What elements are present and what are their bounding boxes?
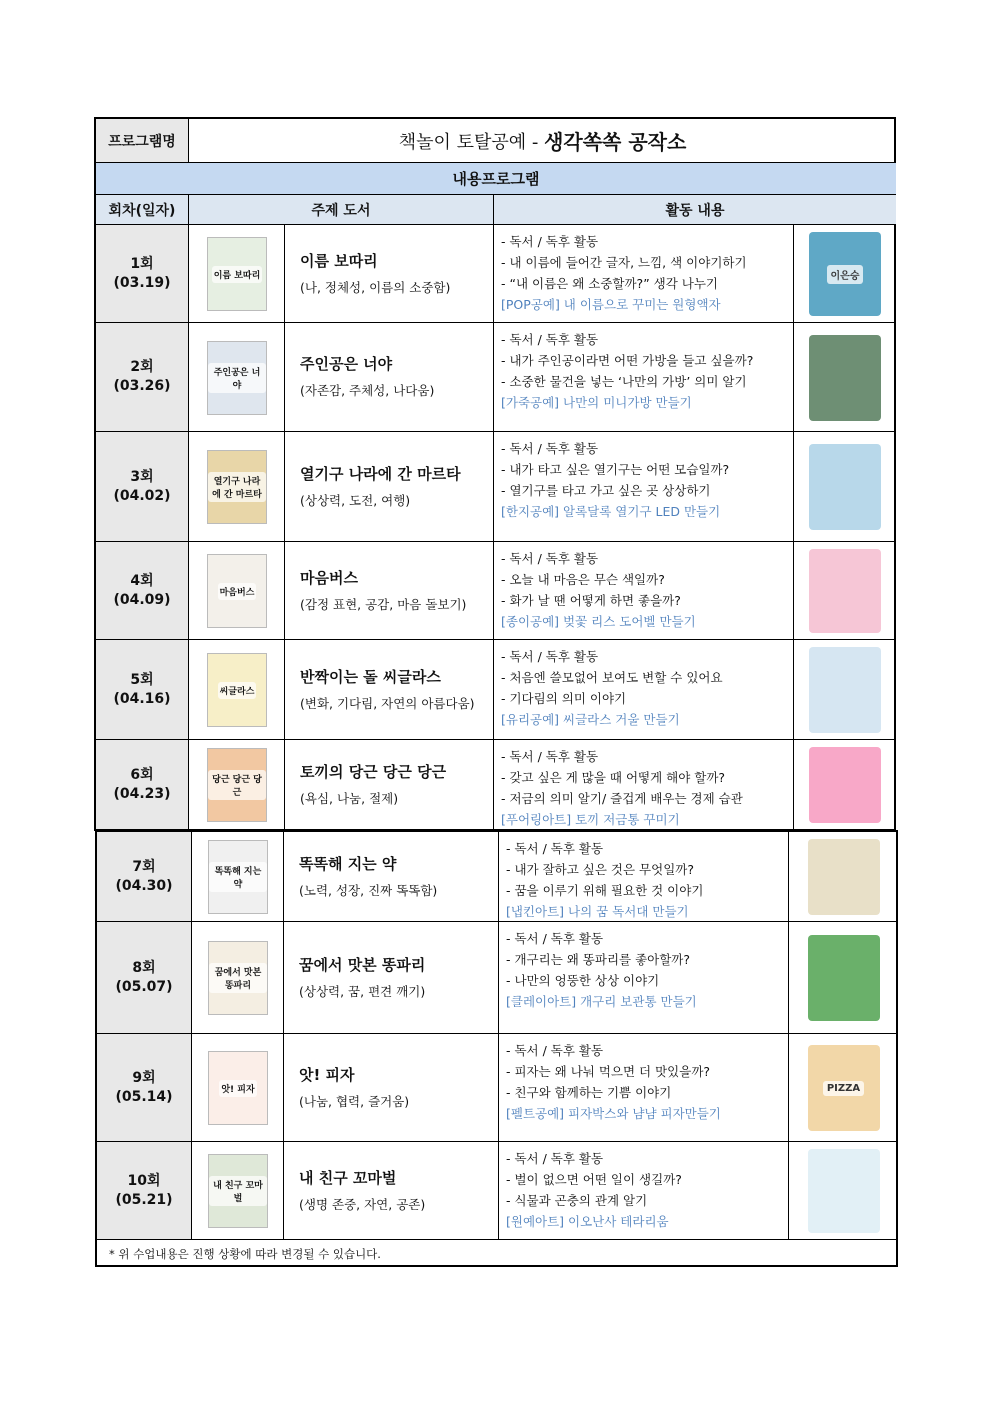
activity-line: - 독서 / 독후 활동: [506, 1043, 604, 1058]
book-cover-caption: 똑똑해 지는 약: [209, 862, 267, 892]
activity-line: - 식물과 곤충의 관계 알기: [506, 1193, 648, 1208]
craft-photo-cell: [794, 542, 896, 640]
activity-cell: [494, 542, 794, 640]
craft-activity: [유리공예] 씨글라스 거울 만들기: [501, 712, 680, 727]
craft-photo: [809, 747, 881, 823]
col-book-header: 주제 도서: [189, 195, 494, 225]
activity-line: - 독서 / 독후 활동: [506, 931, 604, 946]
book-tags: (욕심, 나눔, 절제): [300, 790, 399, 806]
book-title: 꿈에서 맛본 똥파리: [299, 955, 426, 974]
activity-cell: [499, 922, 789, 1034]
book-info-cell: [285, 542, 494, 640]
session-cell: [96, 740, 189, 830]
activity-line: - 내가 타고 싶은 열기구는 어떤 모습일까?: [501, 462, 730, 477]
activity-line: - 독서 / 독후 활동: [501, 441, 599, 456]
session-cell: [96, 432, 189, 542]
activity-line: - 개구리는 왜 똥파리를 좋아할까?: [506, 952, 691, 967]
book-cover-image: [207, 237, 267, 311]
footer-note: * 위 수업내용은 진행 상황에 따라 변경될 수 있습니다.: [109, 1246, 381, 1261]
book-tags: (나, 정체성, 이름의 소중함): [300, 279, 451, 295]
session-date: (03.26): [113, 378, 171, 394]
activity-cell: [499, 832, 789, 922]
activity-cell: [494, 225, 794, 323]
craft-photo-cell: [789, 1142, 898, 1240]
craft-activity: [POP공예] 내 이름으로 꾸미는 원형액자: [501, 297, 721, 312]
book-info-cell: [285, 432, 494, 542]
book-cover-caption: 내 친구 꼬마벌: [209, 1176, 267, 1206]
book-cover-image: [207, 450, 267, 524]
activity-line: - 독서 / 독후 활동: [501, 551, 599, 566]
craft-photo-cell: [789, 1034, 898, 1142]
book-cover-image: [207, 554, 267, 628]
activity-line: - 기다림의 의미 이야기: [501, 691, 627, 706]
activity-line: - 소중한 물건을 넣는 ‘나만의 가방’ 의미 알기: [501, 374, 747, 389]
book-tags: (상상력, 도전, 여행): [300, 492, 411, 508]
book-cover-cell: [189, 432, 285, 542]
session-date: (04.16): [113, 690, 171, 707]
activity-line: - 꿈을 이루기 위해 필요한 것 이야기: [506, 883, 704, 898]
book-title: 주인공은 너야: [300, 355, 393, 373]
craft-photo: [809, 232, 881, 316]
book-title: 마음버스: [300, 568, 358, 587]
book-cover-cell: [192, 1142, 284, 1240]
book-cover-cell: [189, 225, 285, 323]
book-title: 내 친구 꼬마벌: [299, 1168, 397, 1187]
craft-photo-cell: [794, 432, 896, 542]
session-date: (05.14): [115, 1088, 173, 1105]
book-cover-cell: [189, 542, 285, 640]
session-cell: [97, 922, 192, 1034]
program-name-label: 프로그램명: [96, 119, 189, 163]
activity-line: - 피자는 왜 나눠 먹으면 더 맛있을까?: [506, 1064, 711, 1079]
session-date: (04.09): [113, 591, 171, 608]
book-cover-caption: 열기구 나라에 간 마르타: [208, 472, 266, 502]
book-cover-caption: 꿈에서 맛본 똥파리: [209, 963, 267, 993]
book-title: 열기구 나라에 간 마르타: [300, 464, 461, 483]
book-title: 토끼의 당근 당근 당근: [300, 762, 447, 781]
session-date: (04.02): [113, 487, 171, 504]
activity-cell: [494, 432, 794, 542]
book-tags: (노력, 성장, 진짜 똑똑함): [299, 882, 438, 898]
activity-line: - 독서 / 독후 활동: [501, 649, 599, 664]
book-info-cell: [284, 1142, 499, 1240]
book-cover-image: [207, 653, 267, 727]
craft-photo: [809, 444, 881, 530]
book-cover-cell: [192, 1034, 284, 1142]
session-date: (03.19): [113, 274, 171, 291]
session-date: (05.07): [115, 978, 173, 995]
craft-photo-cell: [794, 640, 896, 740]
book-cover-image: [208, 941, 268, 1015]
activity-line: - 독서 / 독후 활동: [506, 841, 604, 856]
book-cover-cell: [192, 832, 284, 922]
craft-activity: [종이공예] 벚꽃 리스 도어벨 만들기: [501, 614, 696, 629]
book-title: 앗! 피자: [299, 1065, 355, 1084]
craft-photo-cell: [789, 832, 898, 922]
session-cell: [96, 542, 189, 640]
book-cover-image: [207, 748, 267, 822]
book-title: 반짝이는 돌 씨글라스: [300, 667, 441, 686]
book-title: 똑똑해 지는 약: [299, 854, 397, 873]
session-date: (04.23): [113, 785, 171, 802]
activity-line: - 친구와 함께하는 기쁨 이야기: [506, 1085, 672, 1100]
craft-photo: [808, 935, 880, 1021]
book-info-cell: [284, 1034, 499, 1142]
craft-photo-cell: [789, 922, 898, 1034]
craft-photo: [809, 549, 881, 633]
session-date: (05.21): [115, 1191, 173, 1208]
activity-cell: [494, 640, 794, 740]
book-info-cell: [285, 740, 494, 830]
activity-cell: [499, 1034, 789, 1142]
book-info-cell: [285, 225, 494, 323]
session-number: 3회: [130, 468, 154, 485]
craft-photo-cell: [794, 225, 896, 323]
session-cell: [96, 640, 189, 740]
craft-photo: [808, 1149, 880, 1233]
book-cover-image: [208, 840, 268, 914]
activity-line: - 독서 / 독후 활동: [506, 1151, 604, 1166]
book-cover-caption: 이름 보따리: [212, 266, 263, 283]
session-number: 7회: [132, 858, 156, 875]
book-cover-caption: 앗! 피자: [219, 1080, 256, 1097]
session-number: 1회: [130, 255, 154, 272]
activity-line: - 벌이 없으면 어떤 일이 생길까?: [506, 1172, 682, 1187]
session-number: 2회: [130, 359, 154, 375]
activity-line: - 열기구를 타고 가고 싶은 곳 상상하기: [501, 483, 711, 498]
book-cover-image: [208, 1154, 268, 1228]
book-cover-cell: [192, 922, 284, 1034]
program-title-main: 생각쏙쏙 공작소: [544, 130, 687, 154]
craft-photo: [809, 335, 881, 421]
craft-activity: [푸어링아트] 토끼 저금통 꾸미기: [501, 812, 680, 827]
book-cover-cell: [189, 740, 285, 830]
session-number: 4회: [130, 572, 154, 589]
book-title: 이름 보따리: [300, 251, 378, 270]
book-tags: (나눔, 협력, 즐거움): [299, 1093, 410, 1109]
craft-activity: [한지공예] 알록달록 열기구 LED 만들기: [501, 504, 721, 519]
book-cover-cell: [189, 640, 285, 740]
section-title: 내용프로그램: [96, 163, 896, 195]
session-number: 10회: [127, 1172, 161, 1189]
program-table-bottom: [95, 830, 898, 1267]
craft-photo: [808, 839, 880, 915]
activity-line: - 처음엔 쓸모없어 보여도 변할 수 있어요: [501, 670, 723, 685]
craft-photo-text: 이은승: [827, 265, 864, 284]
session-cell: [96, 323, 189, 432]
book-tags: (상상력, 꿈, 편견 깨기): [299, 983, 426, 999]
book-cover-caption: 마음버스: [218, 583, 257, 600]
book-info-cell: [284, 832, 499, 922]
activity-line: - 내가 잘하고 싶은 것은 무엇일까?: [506, 862, 694, 877]
activity-line: - 독서 / 독후 활동: [501, 332, 599, 347]
session-cell: [97, 1034, 192, 1142]
session-number: 5회: [130, 671, 154, 688]
craft-activity: [클레이아트] 개구리 보관통 만들기: [506, 994, 697, 1009]
craft-photo: [808, 1045, 880, 1131]
craft-activity: [가죽공예] 나만의 미니가방 만들기: [501, 395, 692, 410]
activity-line: - 저금의 의미 알기/ 즐겁게 배우는 경제 습관: [501, 791, 743, 806]
session-number: 8회: [132, 959, 156, 976]
activity-line: - 내 이름에 들어간 글자, 느낌, 색 이야기하기: [501, 255, 747, 270]
book-cover-image: [207, 341, 267, 415]
craft-activity: [냅킨아트] 나의 꿈 독서대 만들기: [506, 904, 689, 919]
session-number: 9회: [132, 1069, 156, 1086]
craft-photo-cell: [794, 323, 896, 432]
activity-line: - 내가 주인공이라면 어떤 가방을 들고 싶을까?: [501, 353, 754, 368]
book-tags: (자존감, 주체성, 나다움): [300, 383, 435, 398]
program-table-top: [94, 117, 896, 831]
craft-photo: [809, 647, 881, 733]
col-activity-header: 활동 내용: [494, 195, 896, 225]
craft-activity: [펠트공예] 피자박스와 냠냠 피자만들기: [506, 1106, 721, 1121]
book-info-cell: [285, 323, 494, 432]
craft-photo-cell: [794, 740, 896, 830]
program-title-prefix: 책놀이 토탈공예 -: [398, 131, 545, 153]
session-cell: [97, 1142, 192, 1240]
book-tags: (감정 표현, 공감, 마음 돌보기): [300, 596, 467, 612]
activity-line: - 갖고 싶은 게 많을 때 어떻게 해야 할까?: [501, 770, 726, 785]
book-cover-caption: 당근 당근 당근: [208, 770, 266, 800]
program-title: [189, 119, 896, 163]
book-cover-cell: [189, 323, 285, 432]
book-cover-image: [208, 1051, 268, 1125]
session-number: 6회: [130, 766, 154, 783]
session-cell: [97, 832, 192, 922]
session-date: (04.30): [115, 877, 173, 894]
activity-cell: [499, 1142, 789, 1240]
activity-line: - 화가 날 땐 어떻게 하면 좋을까?: [501, 593, 681, 608]
activity-cell: [494, 740, 794, 830]
activity-line: - “내 이름은 왜 소중할까?” 생각 나누기: [501, 276, 718, 291]
col-session-header: 회차(일자): [96, 195, 189, 225]
book-tags: (생명 존중, 자연, 공존): [299, 1196, 426, 1212]
session-cell: [96, 225, 189, 323]
craft-photo-text: PIZZA: [823, 1081, 864, 1096]
book-tags: (변화, 기다림, 자연의 아름다움): [300, 695, 475, 711]
book-info-cell: [285, 640, 494, 740]
book-info-cell: [284, 922, 499, 1034]
craft-activity: [원예아트] 이오난사 테라리움: [506, 1214, 669, 1229]
activity-line: - 독서 / 독후 활동: [501, 234, 599, 249]
activity-line: - 오늘 내 마음은 무슨 색일까?: [501, 572, 665, 587]
book-cover-caption: 씨글라스: [218, 682, 257, 699]
book-cover-caption: 주인공은 너야: [208, 363, 266, 393]
activity-line: - 나만의 엉뚱한 상상 이야기: [506, 973, 660, 988]
activity-cell: [494, 323, 794, 432]
activity-line: - 독서 / 독후 활동: [501, 749, 599, 764]
